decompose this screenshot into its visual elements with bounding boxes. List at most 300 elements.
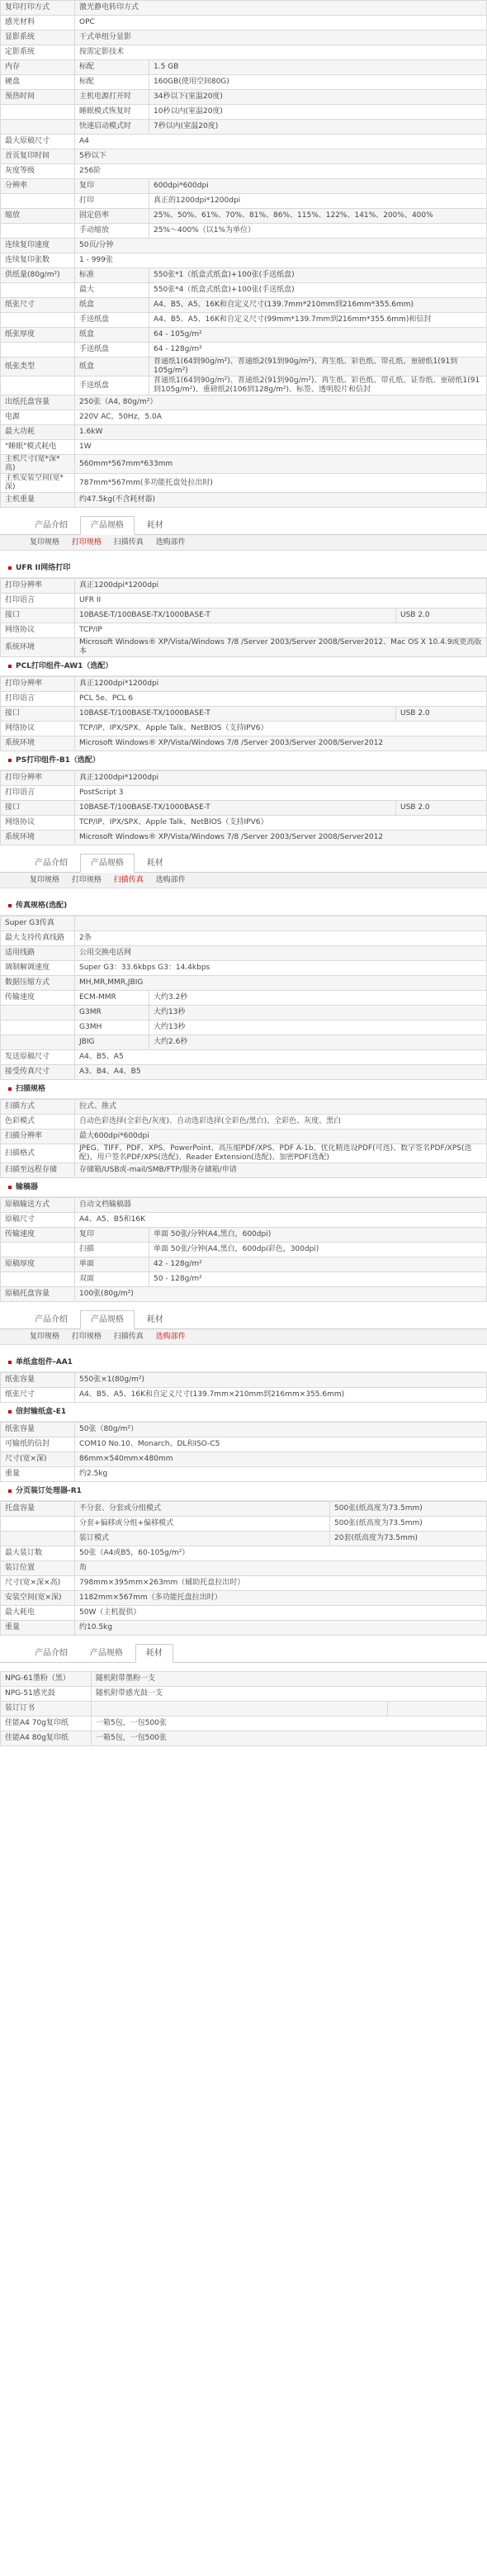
row-label: 连续复印速度: [1, 239, 75, 253]
row-value: 手送纸盘: [75, 376, 149, 395]
table-row: [1, 194, 487, 209]
table-row: [1, 60, 487, 75]
row-value: 大约13秒: [149, 1020, 487, 1035]
row-value: A4、A5、B5和16K: [75, 1213, 487, 1228]
row-label: 接口: [1, 608, 75, 623]
basic-spec-table: [0, 0, 487, 508]
row-label: 佳能A4 70g复印纸: [1, 1717, 92, 1731]
row-label: [1, 1006, 75, 1020]
tab-spec[interactable]: 产品规格: [89, 1649, 123, 1658]
row-label: 数据压缩方式: [1, 976, 75, 991]
row-label: 装订订书: [1, 1702, 92, 1717]
table-row: [1, 31, 487, 45]
row-value: 主机电源打开时: [75, 90, 149, 105]
tab-spec[interactable]: 产品规格: [80, 516, 135, 535]
row-label: [1, 1517, 75, 1532]
row-value: 单面: [75, 1257, 149, 1272]
row-label: 定影系统: [1, 45, 75, 60]
section-title: 扫描规格: [0, 1080, 487, 1099]
row-value: 最大: [75, 283, 149, 298]
table-row: [1, 268, 487, 283]
row-value: 50张（A4或B5，60-105g/m²）: [75, 1546, 487, 1561]
table-row: [1, 1621, 487, 1636]
row-label: 系统环境: [1, 736, 75, 751]
ps-table: [0, 770, 487, 845]
row-value: 220V AC，50Hz，5.0A: [75, 410, 487, 425]
table-row: [1, 395, 487, 410]
table-row: [1, 343, 487, 358]
table-row: [1, 638, 487, 657]
row-value: USB 2.0: [395, 707, 486, 722]
row-label: 纸张类型: [1, 358, 75, 376]
row-value: 50 - 128g/m²: [149, 1272, 487, 1287]
table-row: [1, 677, 487, 692]
table-row: [1, 313, 487, 328]
row-value: 86mm×540mm×480mm: [75, 1452, 487, 1467]
row-value: 激光静电转印方式: [75, 1, 487, 16]
product-tabs: [0, 1310, 487, 1329]
bullet-icon: [8, 1489, 12, 1493]
cassette-table: [0, 1372, 487, 1403]
table-row: [1, 931, 487, 946]
row-value: USB 2.0: [395, 801, 486, 816]
row-label: 纸张容量: [1, 1373, 75, 1388]
table-row: [1, 455, 487, 474]
row-value: 真正1200dpi*1200dpi: [75, 771, 487, 786]
table-row: [1, 1287, 487, 1302]
row-value: 560mm*567mm*633mm: [75, 455, 487, 474]
table-row: [1, 1272, 487, 1287]
table-row: [1, 1532, 487, 1546]
bullet-icon: [8, 1361, 12, 1364]
table-row: [1, 801, 487, 816]
table-row: [1, 425, 487, 440]
table-row: [1, 707, 487, 722]
row-value: 600dpi*600dpi: [149, 179, 487, 194]
table-row: [1, 1, 487, 16]
row-label: 感光材料: [1, 16, 75, 31]
table-row: [1, 991, 487, 1006]
row-value: USB 2.0: [395, 608, 486, 623]
section-title: 信封输纸盒-E1: [0, 1403, 487, 1422]
bullet-icon: [8, 1410, 12, 1413]
subtab-scan[interactable]: 扫描传真: [113, 538, 144, 547]
section-title: 分页装订处理器-R1: [0, 1482, 487, 1501]
row-value: OPC: [75, 16, 487, 31]
consumables-table: [0, 1671, 487, 1746]
row-value: 标配: [75, 75, 149, 90]
row-label: 最大支持传真线路: [1, 931, 75, 946]
row-label: 显影系统: [1, 31, 75, 45]
table-row: [1, 594, 487, 608]
row-value: 约2.5kg: [75, 1467, 487, 1482]
row-label: 安装空间(宽×深): [1, 1591, 75, 1606]
tab-consumables[interactable]: 耗材: [146, 1315, 163, 1324]
row-label: NPG-61墨粉（黑）: [1, 1672, 92, 1687]
row-value: 42 - 128g/m²: [149, 1257, 487, 1272]
table-row: [1, 1213, 487, 1228]
table-row: [1, 1672, 487, 1687]
section-title: 输稿器: [0, 1178, 487, 1197]
row-value: 1.6kW: [75, 425, 487, 440]
row-value: 一箱5包，一包500张: [92, 1731, 487, 1746]
row-label: 原稿输送方式: [1, 1198, 75, 1213]
row-label: 发送原稿尺寸: [1, 1050, 75, 1065]
row-value: 单面 50张/分钟(A4,黑白，600dpi): [149, 1228, 487, 1243]
row-value: 500张(纸高度为73.5mm): [330, 1517, 487, 1532]
row-label: 调制解调速度: [1, 961, 75, 976]
row-value: 25%～400%（以1%为单位）: [149, 224, 487, 239]
row-label: 最大原稿尺寸: [1, 135, 75, 149]
table-row: [1, 1517, 487, 1532]
table-row: [1, 692, 487, 707]
row-value: 标准: [75, 268, 149, 283]
row-value: 拉式、推式: [75, 1100, 487, 1115]
table-row: [1, 771, 487, 786]
row-label: 网络协议: [1, 722, 75, 736]
row-label: 打印分辨率: [1, 579, 75, 594]
table-row: [1, 1373, 487, 1388]
row-value: 复印: [75, 179, 149, 194]
row-value: 干式单组分显影: [75, 31, 487, 45]
table-row: [1, 786, 487, 801]
row-value: 自动文档输稿器: [75, 1198, 487, 1213]
row-value: 公用交换电话网: [75, 946, 487, 961]
table-row: [1, 45, 487, 60]
row-label: 传输速度: [1, 991, 75, 1006]
row-label: 适用线路: [1, 946, 75, 961]
row-label: 打印语言: [1, 786, 75, 801]
table-row: [1, 1717, 487, 1731]
table-row: [1, 1020, 487, 1035]
row-label: 硬盘: [1, 75, 75, 90]
row-label: 扫描方式: [1, 1100, 75, 1115]
row-value: 普通纸1(64到90g/m²)、普通纸2(91到90g/m²)、再生纸、彩色纸、带孔纸、证券纸、重磅纸1(91到105g/m²)、重磅纸2(106到128g/m²)、标签、透明胶片和信封: [149, 376, 487, 395]
table-row: [1, 722, 487, 736]
row-label: Super G3传真: [1, 916, 75, 931]
row-label: 主机安装空间(宽*深): [1, 474, 75, 493]
table-row: [1, 1561, 487, 1576]
row-label: 扫描分辨率: [1, 1129, 75, 1144]
row-value: 5秒以下: [75, 149, 487, 164]
row-value: 50张（80g/m²）: [75, 1423, 487, 1437]
table-row: [1, 1065, 487, 1080]
row-label: [1, 1272, 75, 1287]
row-label: 系统环境: [1, 831, 75, 845]
row-label: [1, 313, 75, 328]
subtab-copy[interactable]: 复印规格: [30, 1333, 60, 1341]
table-row: [1, 410, 487, 425]
subtab-options[interactable]: 选购部件: [155, 1333, 186, 1341]
row-value: 快速启动模式时: [75, 120, 149, 135]
row-label: [1, 1035, 75, 1050]
row-value: 真正的1200dpi*1200dpi: [149, 194, 487, 209]
tab-spec[interactable]: 产品规格: [80, 1310, 135, 1329]
row-value: 10BASE-T/100BASE-TX/1000BASE-T: [75, 801, 396, 816]
row-label: 网络协议: [1, 816, 75, 831]
row-value: 一箱5包，一包500张: [92, 1717, 487, 1731]
row-label: 网络协议: [1, 623, 75, 638]
row-label: 托盘容量: [1, 1502, 75, 1517]
tab-intro[interactable]: 产品介绍: [35, 859, 68, 868]
tab-consumables[interactable]: 耗材: [146, 859, 163, 868]
row-label: 可输纸的信封: [1, 1437, 75, 1452]
spec-subtabs: [0, 535, 487, 551]
table-row: [1, 105, 487, 120]
fax-table: [0, 916, 487, 1080]
row-value: 10BASE-T/100BASE-TX/1000BASE-T: [75, 608, 396, 623]
row-value: 按需定影技术: [75, 45, 487, 60]
table-row: [1, 1100, 487, 1115]
row-value: 最大600dpi*600dpi: [75, 1129, 487, 1144]
table-row: [1, 283, 487, 298]
subtab-scan[interactable]: 扫描传真: [113, 876, 144, 884]
row-label: 尺寸(宽×深×高): [1, 1576, 75, 1591]
table-row: [1, 579, 487, 594]
table-row: [1, 1502, 487, 1517]
row-value: 1 - 999张: [75, 253, 487, 268]
subtab-scan[interactable]: 扫描传真: [113, 1333, 144, 1341]
row-value: A4: [75, 135, 487, 149]
row-value: 500张(纸高度为73.5mm): [330, 1502, 487, 1517]
row-label: [1, 343, 75, 358]
row-label: 接口: [1, 707, 75, 722]
row-value: A3、B4、A4、B5: [75, 1065, 487, 1080]
tab-intro[interactable]: 产品介绍: [35, 1649, 68, 1658]
row-value: JPEG、TIFF、PDF、XPS、PowerPoint、高压缩PDF/XPS、PDF A-1b、优化精选设PDF(可选)、数字签名PDF/XPS(选配)、用户签名PDF/XPS(选配)、Reader Extension(选配)、加密PDF(选配): [75, 1144, 487, 1163]
row-label: 打印语言: [1, 692, 75, 707]
row-value: 复印: [75, 1228, 149, 1243]
row-value: PostScript 3: [75, 786, 487, 801]
section-title: UFR II网络打印: [0, 559, 487, 578]
table-row: [1, 135, 487, 149]
row-value: ECM-MMR: [75, 991, 149, 1006]
row-value: G3MH: [75, 1020, 149, 1035]
table-row: [1, 1702, 487, 1717]
row-value: 1W: [75, 440, 487, 455]
table-row: [1, 946, 487, 961]
table-row: [1, 493, 487, 508]
table-row: [1, 1731, 487, 1746]
row-label: 电源: [1, 410, 75, 425]
row-label: 原稿托盘容量: [1, 1287, 75, 1302]
bullet-icon: [8, 904, 12, 907]
row-value: UFR II: [75, 594, 487, 608]
row-label: 主机重量: [1, 493, 75, 508]
row-value: 10BASE-T/100BASE-TX/1000BASE-T: [75, 707, 396, 722]
scan-table: [0, 1099, 487, 1178]
row-label: [1, 1532, 75, 1546]
table-row: [1, 976, 487, 991]
row-label: [1, 224, 75, 239]
row-value: MH,MR,MMR,JBIG: [75, 976, 487, 991]
subtab-options[interactable]: 选购部件: [155, 538, 186, 547]
row-value: 单面 50张/分钟(A4,黑白，600dpi彩色，300dpi): [149, 1243, 487, 1257]
table-row: [1, 736, 487, 751]
row-value: 大约3.2秒: [149, 991, 487, 1006]
row-label: 灰度等级: [1, 164, 75, 179]
table-row: [1, 1115, 487, 1129]
row-value: 34秒以下(室温20度): [149, 90, 487, 105]
table-row: [1, 1198, 487, 1213]
row-value: 约47.5kg(不含耗材器): [75, 493, 487, 508]
row-value: 手送纸盘: [75, 343, 149, 358]
row-value: 约10.5kg: [75, 1621, 487, 1636]
row-value: Super G3：33.6kbps G3：14.4kbps: [75, 961, 487, 976]
row-label: [1, 283, 75, 298]
row-value: 纸盒: [75, 328, 149, 343]
section-title: 传真规格(选配): [0, 897, 487, 916]
row-value: 睡眠模式恢复时: [75, 105, 149, 120]
tab-intro[interactable]: 产品介绍: [35, 521, 68, 530]
row-value: 50W（主机提供）: [75, 1606, 487, 1621]
table-row: [1, 1163, 487, 1178]
table-row: [1, 1129, 487, 1144]
row-value: 256阶: [75, 164, 487, 179]
row-value: 10秒以内(室温20度): [149, 105, 487, 120]
row-value: 分套+偏移或分组+偏移模式: [75, 1517, 330, 1532]
row-value: A4、B5、A5、16K和自定义尺寸(139.7mm*210mm到216mm*355.6mm): [149, 298, 487, 313]
row-value: Microsoft Windows® XP/Vista/Windows 7/8 /Server 2003/Server 2008/Server2012、Mac OS X 10.4.9或更高版本: [75, 638, 487, 657]
row-value: 固定倍率: [75, 209, 149, 224]
table-row: [1, 623, 487, 638]
row-label: 扫描至远程存储: [1, 1163, 75, 1178]
table-row: [1, 253, 487, 268]
table-row: [1, 1687, 487, 1702]
row-value: 纸盒: [75, 358, 149, 376]
tab-consumables[interactable]: 耗材: [135, 1644, 173, 1663]
row-label: 出纸托盘容量: [1, 395, 75, 410]
row-label: 扫描格式: [1, 1144, 75, 1163]
row-value: 550张*4（纸盒式纸盒)+100张(手送纸盘): [149, 283, 487, 298]
row-label: 预热时间: [1, 90, 75, 105]
bullet-icon: [8, 1186, 12, 1189]
row-value: [75, 916, 487, 931]
subtab-options[interactable]: 选购部件: [155, 876, 186, 884]
row-label: 打印语言: [1, 594, 75, 608]
row-value: JBIG: [75, 1035, 149, 1050]
subtab-copy[interactable]: 复印规格: [30, 876, 60, 884]
row-value: TCP/IP: [75, 623, 487, 638]
table-row: [1, 1006, 487, 1020]
row-value: 2条: [75, 931, 487, 946]
product-tabs: [0, 854, 487, 873]
table-row: [1, 1035, 487, 1050]
table-row: [1, 149, 487, 164]
row-value: 160GB(使用空间80G): [149, 75, 487, 90]
subtab-copy[interactable]: 复印规格: [30, 538, 60, 547]
ufr-table: [0, 578, 487, 657]
table-row: [1, 1576, 487, 1591]
row-value: 1182mm×567mm（多功能托盘拉出时）: [75, 1591, 487, 1606]
row-value: 手送纸盘: [75, 313, 149, 328]
row-value: Microsoft Windows® XP/Vista/Windows 7/8 /Server 2003/Server 2008/Server2012: [75, 736, 487, 751]
row-label: 接口: [1, 801, 75, 816]
table-row: [1, 474, 487, 493]
table-row: [1, 831, 487, 845]
row-value: 自动色彩选择(全彩色/灰度)、自动选彩选择(全彩色/黑白)、全彩色、灰度、黑白: [75, 1115, 487, 1129]
table-row: [1, 1437, 487, 1452]
row-value: 798mm×395mm×263mm（辅助托盘拉出时）: [75, 1576, 487, 1591]
row-label: 分辨率: [1, 179, 75, 194]
row-value: A4、B5、A5、16K和自定义尺寸(99mm*139.7mm到216mm*355.6mm)和信封: [149, 313, 487, 328]
row-value: 手动缩放: [75, 224, 149, 239]
row-label: 最大装订数: [1, 1546, 75, 1561]
row-value: 角: [75, 1561, 487, 1576]
row-value: 存储箱/USB或-mail/SMB/FTP/服务存储箱/申请: [75, 1163, 487, 1178]
row-value: 1.5 GB: [149, 60, 487, 75]
table-row: [1, 120, 487, 135]
row-label: 纸张尺寸: [1, 1388, 75, 1403]
row-label: "睡眠"模式耗电: [1, 440, 75, 455]
row-value: 标配: [75, 60, 149, 75]
row-label: 纸张尺寸: [1, 298, 75, 313]
row-label: 系统环境: [1, 638, 75, 657]
section-title: PS打印组件-B1（选配）: [0, 751, 487, 770]
row-label: 连续复印张数: [1, 253, 75, 268]
subtab-print[interactable]: 打印规格: [71, 538, 102, 547]
bullet-icon: [8, 566, 12, 570]
subtab-print[interactable]: 打印规格: [71, 1333, 102, 1341]
row-value: 50页/分钟: [75, 239, 487, 253]
row-value: 7秒以内(室温20度): [149, 120, 487, 135]
row-value: 装订模式: [75, 1532, 330, 1546]
row-value: 双面: [75, 1272, 149, 1287]
bullet-icon: [8, 759, 12, 762]
row-label: [1, 120, 75, 135]
table-row: [1, 1388, 487, 1403]
table-row: [1, 164, 487, 179]
row-value: 787mm*567mm(多功能托盘处拉出时): [75, 474, 487, 493]
row-label: 缩放: [1, 209, 75, 224]
product-tabs: [0, 516, 487, 535]
row-label: 重量: [1, 1467, 75, 1482]
table-row: [1, 358, 487, 376]
row-value: [92, 1702, 388, 1717]
row-value: 随机附带墨粉一支: [92, 1672, 487, 1687]
table-row: [1, 1606, 487, 1621]
tab-intro[interactable]: 产品介绍: [35, 1315, 68, 1324]
row-value: 真正1200dpi*1200dpi: [75, 579, 487, 594]
subtab-print[interactable]: 打印规格: [71, 876, 102, 884]
table-row: [1, 608, 487, 623]
table-row: [1, 1243, 487, 1257]
row-value: 大约13秒: [149, 1006, 487, 1020]
row-label: 传输速度: [1, 1228, 75, 1243]
row-label: 供纸量(80g/m²): [1, 268, 75, 283]
tab-consumables[interactable]: 耗材: [146, 521, 163, 530]
row-label: 打印分辨率: [1, 677, 75, 692]
table-row: [1, 328, 487, 343]
row-value: G3MR: [75, 1006, 149, 1020]
row-label: 最大功耗: [1, 425, 75, 440]
row-value: 250张（A4, 80g/m²）: [75, 395, 487, 410]
bullet-icon: [8, 665, 12, 668]
table-row: [1, 1257, 487, 1272]
table-row: [1, 239, 487, 253]
row-value: 打印: [75, 194, 149, 209]
tab-spec[interactable]: 产品规格: [80, 854, 135, 873]
row-value: [387, 1702, 486, 1717]
table-row: [1, 1591, 487, 1606]
envelope-table: [0, 1422, 487, 1482]
table-row: [1, 1546, 487, 1561]
row-label: 原稿尺寸: [1, 1213, 75, 1228]
spec-subtabs: [0, 1329, 487, 1345]
row-value: Microsoft Windows® XP/Vista/Windows 7/8 /Server 2003/Server 2008/Server2012: [75, 831, 487, 845]
row-value: 550张×1(80g/m²): [75, 1373, 487, 1388]
section-title: PCL打印组件-AW1（选配）: [0, 657, 487, 676]
